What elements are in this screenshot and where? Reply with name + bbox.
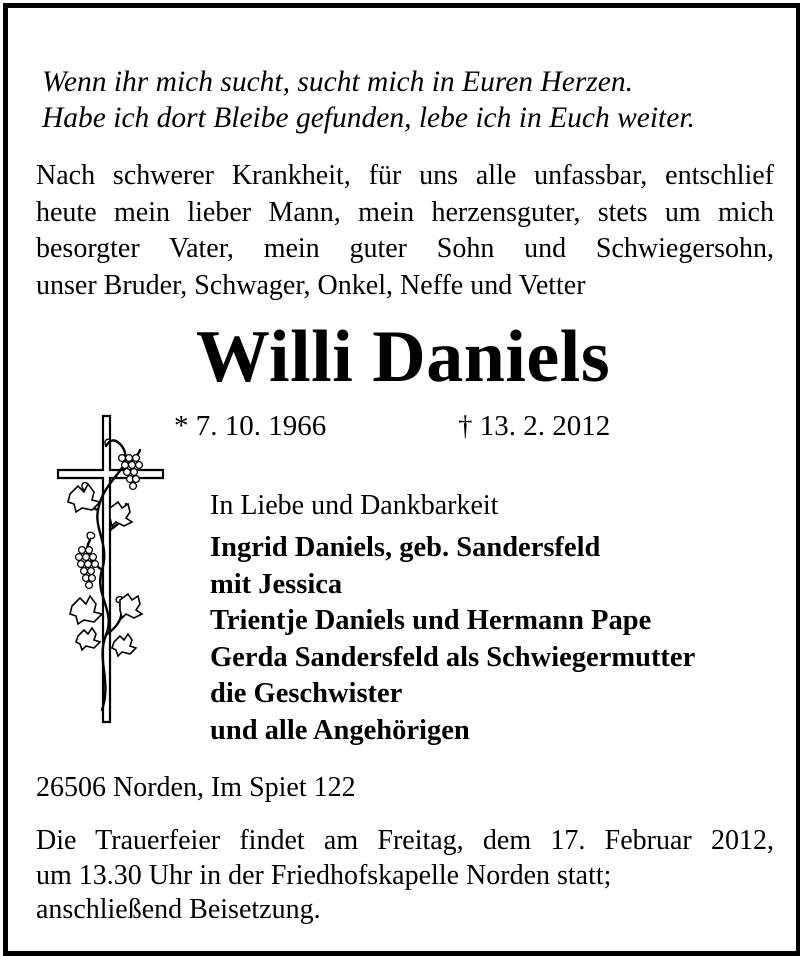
mourners-list [210, 530, 695, 749]
motto-line-2: Habe ich dort Bleibe gefunden, lebe ich in Euch weiter. [42, 102, 695, 134]
motto-line-1: Wenn ihr mich sucht, sucht mich in Euren Herzen. [42, 66, 634, 98]
mourner-line: Ingrid Daniels, geb. Sandersfeld [210, 532, 601, 563]
intro-line-2: heute mein lieber Mann, mein herzensguter, stets um mich [36, 196, 774, 228]
deceased-name: Willi Daniels [195, 316, 611, 398]
obituary-frame [3, 3, 800, 956]
intro-line-4: unser Bruder, Schwager, Onkel, Neffe und Vetter [36, 269, 586, 301]
mourner-line: Trientje Daniels und Hermann Pape [210, 605, 652, 636]
death-date: † 13. 2. 2012 [458, 410, 611, 442]
motto-verse [42, 64, 782, 136]
mourner-line: die Geschwister [210, 678, 403, 709]
intro-text [36, 158, 774, 304]
intro-line-1: Nach schwerer Krankheit, für uns alle unfassbar, entschlief [36, 160, 774, 191]
cross-with-grapevine-icon [50, 410, 170, 728]
service-info [36, 824, 774, 928]
mourner-line: mit Jessica [210, 568, 343, 600]
mourner-line: und alle Angehörigen [210, 714, 470, 746]
mourning-intro: In Liebe und Dankbarkeit [210, 490, 499, 521]
intro-line-3: besorgter Vater, mein guter Sohn und Schwiegersohn, [36, 233, 774, 264]
address: 26506 Norden, Im Spiet 122 [36, 772, 356, 803]
service-line-2: um 13.30 Uhr in der Friedhofskapelle Norden statt; [36, 859, 612, 891]
service-line-3: anschließend Beisetzung. [36, 894, 321, 925]
mourner-line: Gerda Sandersfeld als Schwiegermutter [210, 641, 696, 673]
birth-date: * 7. 10. 1966 [174, 410, 327, 442]
service-line-1: Die Trauerfeier findet am Freitag, dem 17. Februar 2012, [36, 825, 774, 856]
